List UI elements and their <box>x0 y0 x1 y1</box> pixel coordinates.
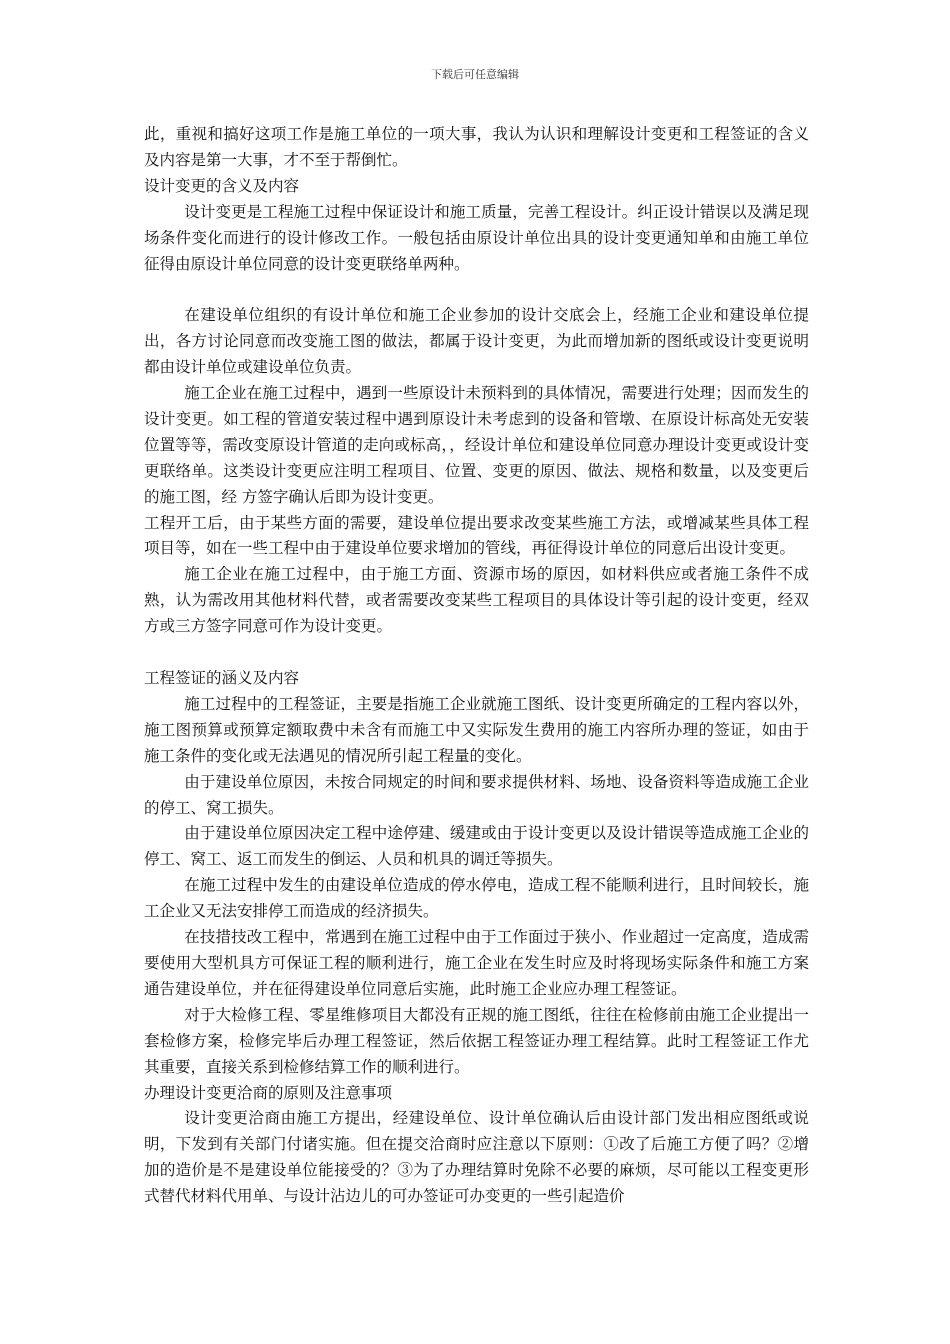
paragraph: 对于大检修工程、零星维修项目大都没有正规的施工图纸，往往在检修前由施工企业提出一套检修方案，检修完毕后办理工程签证，然后依据工程签证办理工程结算。此时工程签证工作尤其重要，直接关系到检修结算工作的顺利进行。 <box>144 1005 809 1076</box>
paragraph: 此，重视和搞好这项工作是施工单位的一项大事，我认为认识和理解设计变更和工程签证的含义及内容是第一大事，才不至于帮倒忙。 <box>144 125 809 169</box>
blank-line <box>144 277 809 303</box>
paragraph: 在技措技改工程中，常遇到在施工过程中由于工作面过于狭小、作业超过一定高度，造成需要使用大型机具方可保证工程的顺利进行，施工企业在发生时应及时将现场实际条件和施工方案通告建设单位，并在征得建设单位同意后实施，此时施工企业应办理工程签证。 <box>144 928 809 998</box>
paragraph: 在施工过程中发生的由建设单位造成的停水停电，造成工程不能顺利进行，且时间较长，施工企业又无法安排停工而造成的经济损失。 <box>144 876 809 921</box>
paragraph: 设计变更是工程施工过程中保证设计和施工质量，完善工程设计。纠正设计错误以及满足现场条件变化而进行的设计修改工作。一般包括由原设计单位出具的设计变更通知单和由施工单位征得由原设计单位同意的设计变更联络单两种。 <box>144 202 809 273</box>
section-heading: 工程签证的涵义及内容 <box>144 669 300 687</box>
document-body <box>144 122 809 1210</box>
paragraph: 由于建设单位原因决定工程中途停建、缓建或由于设计变更以及设计错误等造成施工企业的停工、窝工、返工而发生的倒运、人员和机具的调迁等损失。 <box>144 824 809 869</box>
paragraph: 工程开工后，由于某些方面的需要，建设单位提出要求改变某些施工方法，或增减某些具体工程项目等，如在一些工程中由于建设单位要求增加的管线，再征得设计单位的同意后出设计变更。 <box>144 513 809 558</box>
paragraph: 施工企业在施工过程中，遇到一些原设计未预料到的具体情况，需要进行处理；因而发生的设计变更。如工程的管道安装过程中遇到原设计未考虑到的设备和管墩、在原设计标高处无安装位置等等，需改变原设计管道的走向或标高，，经设计单位和建设单位同意办理设计变更或设计变更联络单。这类设计变更应注明工程项目、位置、变更的原因、做法、规格和数量，以及变更后的施工图，经 方签字确认后即为设计变更。 <box>144 384 809 506</box>
paragraph: 由于建设单位原因，未按合同规定的时间和要求提供材料、场地、设备资料等造成施工企业的停工、窝工损失。 <box>144 772 809 817</box>
section-heading: 设计变更的含义及内容 <box>144 176 300 195</box>
paragraph: 施工企业在施工过程中，由于施工方面、资源市场的原因，如材料供应或者施工条件不成熟，认为需改用其他材料代替，或者需要改变某些工程项目的具体设计等引起的设计变更，经双方或三方签字同意可作为设计变更。 <box>144 565 809 636</box>
blank-line <box>144 640 809 666</box>
paragraph: 在建设单位组织的有设计单位和施工企业参加的设计交底会上，经施工企业和建设单位提出，各方讨论同意而改变施工图的做法，都属于设计变更，为此而增加新的图纸或设计变更说明都由设计单位或建设单位负责。 <box>144 306 809 377</box>
page-header: 下载后可任意编辑 <box>431 68 519 81</box>
section-heading: 办理设计变更洽商的原则及注意事项 <box>144 1083 393 1102</box>
paragraph: 施工过程中的工程签证，主要是指施工企业就施工图纸、设计变更所确定的工程内容以外，施工图预算或预算定额取费中未含有而施工中又实际发生费用的施工内容所办理的签证，如由于施工条件的变化或无法遇见的情况所引起工程量的变化。 <box>144 694 809 765</box>
paragraph: 设计变更洽商由施工方提出，经建设单位、设计单位确认后由设计部门发出相应图纸或说明，下发到有关部门付诸实施。但在提交洽商时应注意以下原则：①改了后施工方便了吗？②增加的造价是不是建设单位能接受的？③为了办理结算时免除不必要的麻烦，尽可能以工程变更形式替代材料代用单、与设计沾边儿的可办签证可办变更的一些引起造价 <box>144 1109 809 1206</box>
